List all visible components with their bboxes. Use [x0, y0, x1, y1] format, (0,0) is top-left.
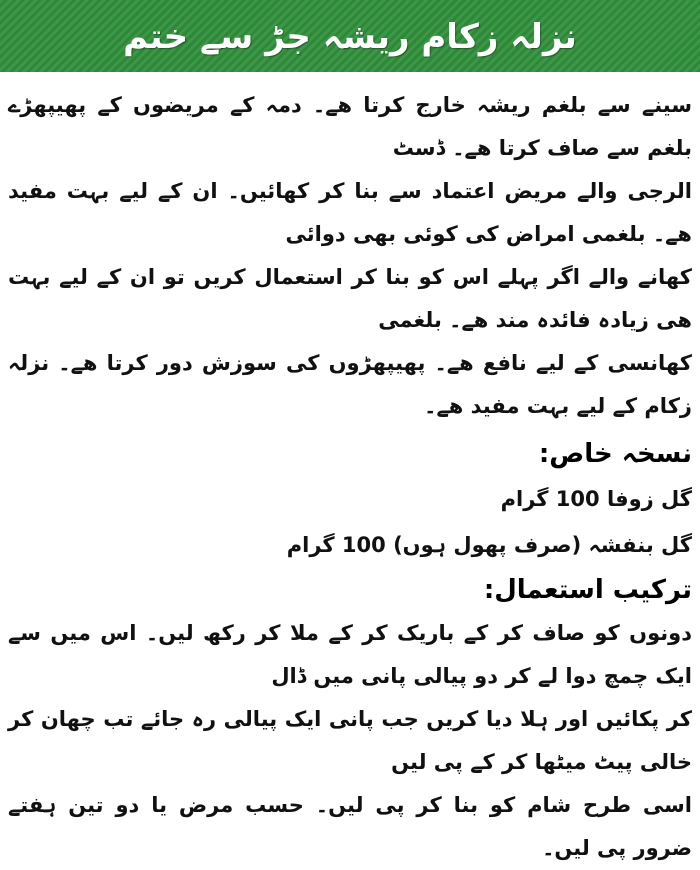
intro-line: کھانسی کے لیے نافع ھے۔ پھیپھڑوں کی سوزش دور کرتا ھے۔ نزلہ زکام کے لیے بہت مفید ھے۔ — [8, 351, 692, 418]
recipe-item: گل زوفا 100 گرام — [500, 487, 692, 511]
usage-line: کر پکائیں اور ہلا دیا کریں جب پانی ایک پیالی رہ جائے تب چھان کر خالی پیٹ میٹھا کر کے پی لیں — [8, 707, 692, 774]
article-body — [8, 84, 692, 870]
usage-line: دونوں کو صاف کر کے باریک کر کے ملا کر رکھ لیں۔ اس میں سے ایک چمچ دوا لے کر دو پیالی پانی میں ڈال — [8, 621, 692, 688]
page-title: نزلہ زکام ریشہ جڑ سے ختم — [123, 16, 577, 57]
title-banner — [0, 0, 700, 72]
usage-heading: ترکیب استعمال: — [483, 575, 692, 605]
usage-line: اسی طرح شام کو بنا کر پی لیں۔ حسب مرض یا دو تین ہفتے ضرور پی لیں۔ — [8, 793, 692, 860]
intro-paragraph — [8, 84, 692, 428]
intro-line: کھانے والے اگر پہلے اس کو بنا کر استعمال کریں تو ان کے لیے بہت ھی زیادہ فائدہ مند ھے۔ بلغمی — [8, 265, 692, 332]
usage-paragraph — [8, 612, 692, 870]
recipe-heading: نسخہ خاص: — [538, 439, 692, 469]
intro-line: الرجی والے مریض اعتماد سے بنا کر کھائیں۔ ان کے لیے بہت مفید ھے۔ بلغمی امراض کی کوئی بھی دوائی — [8, 179, 692, 246]
recipe-item: گل بنفشہ (صرف پھول ہوں) 100 گرام — [286, 533, 692, 557]
intro-line: سینے سے بلغم ریشہ خارج کرتا ھے۔ دمہ کے مریضوں کے پھیپھڑے بلغم سے صاف کرتا ھے۔ ڈسٹ — [8, 93, 692, 160]
